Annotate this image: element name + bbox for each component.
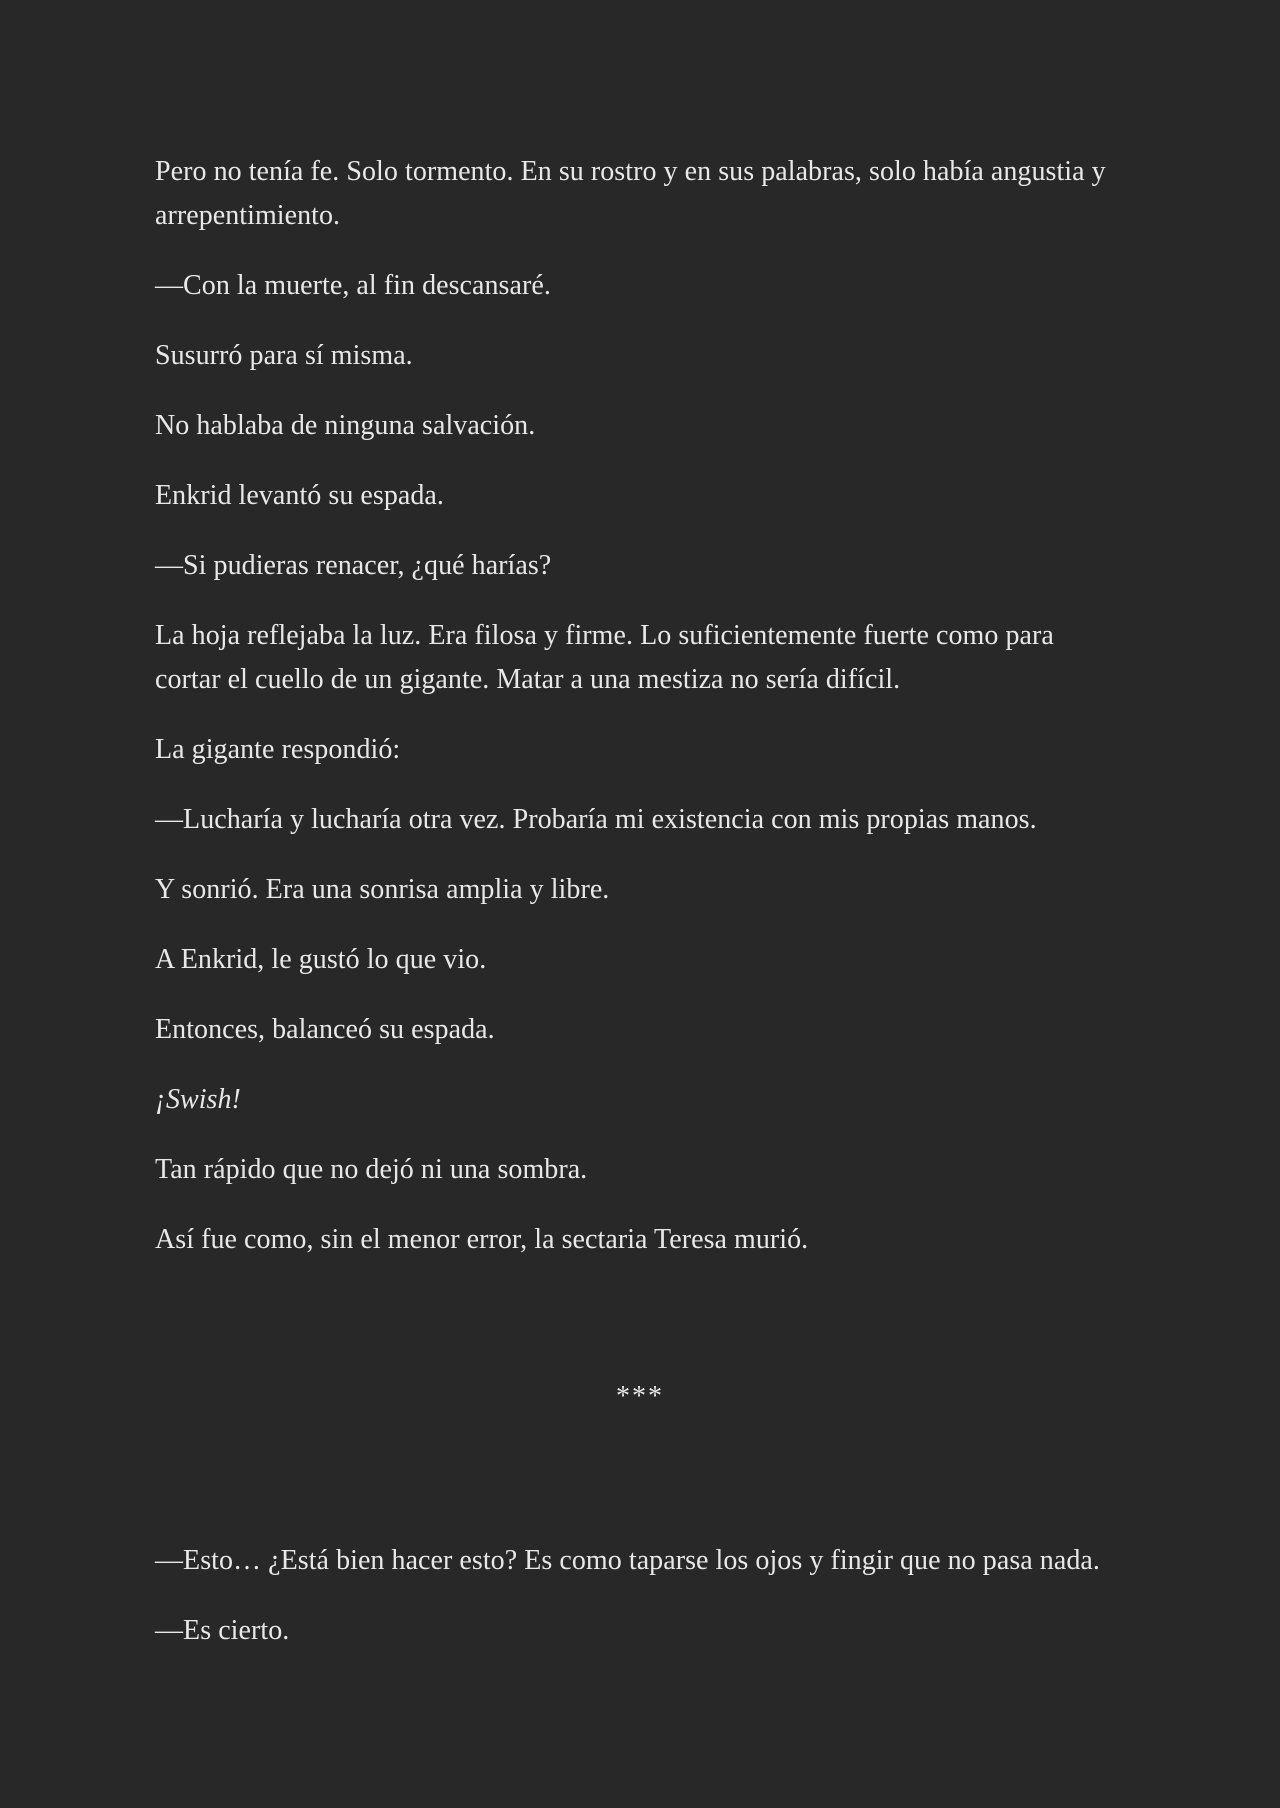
paragraph: —Si pudieras renacer, ¿qué harías? xyxy=(155,550,552,581)
paragraph: No hablaba de ninguna salvación. xyxy=(155,410,536,441)
paragraph: Y sonrió. Era una sonrisa amplia y libre. xyxy=(155,874,610,905)
paragraph: La hoja reflejaba la luz. Era filosa y firme. Lo suficientemente fuerte como para cortar el cuello de un gigante. Matar a una mestiza no sería difícil. xyxy=(155,620,1054,695)
scene-break: *** xyxy=(616,1381,664,1412)
paragraph: —Es cierto. xyxy=(155,1615,290,1646)
paragraph: A Enkrid, le gustó lo que vio. xyxy=(155,944,487,975)
paragraph: Enkrid levantó su espada. xyxy=(155,480,444,511)
onomatopoeia-paragraph: ¡Swish! xyxy=(155,1084,241,1115)
chapter-text xyxy=(155,150,1125,1288)
paragraph: —Con la muerte, al fin descansaré. xyxy=(155,270,551,301)
paragraph: Tan rápido que no dejó ni una sombra. xyxy=(155,1154,588,1185)
paragraph: —Esto… ¿Está bien hacer esto? Es como taparse los ojos y fingir que no pasa nada. xyxy=(155,1545,1100,1576)
chapter-text-continued xyxy=(155,1539,1125,1679)
paragraph: La gigante respondió: xyxy=(155,734,401,765)
paragraph: Pero no tenía fe. Solo tormento. En su rostro y en sus palabras, solo había angustia y arrepentimiento. xyxy=(155,156,1106,231)
paragraph: Así fue como, sin el menor error, la sectaria Teresa murió. xyxy=(155,1224,809,1255)
paragraph: Entonces, balanceó su espada. xyxy=(155,1014,495,1045)
paragraph: —Lucharía y lucharía otra vez. Probaría mi existencia con mis propias manos. xyxy=(155,804,1037,835)
paragraph: Susurró para sí misma. xyxy=(155,340,413,371)
